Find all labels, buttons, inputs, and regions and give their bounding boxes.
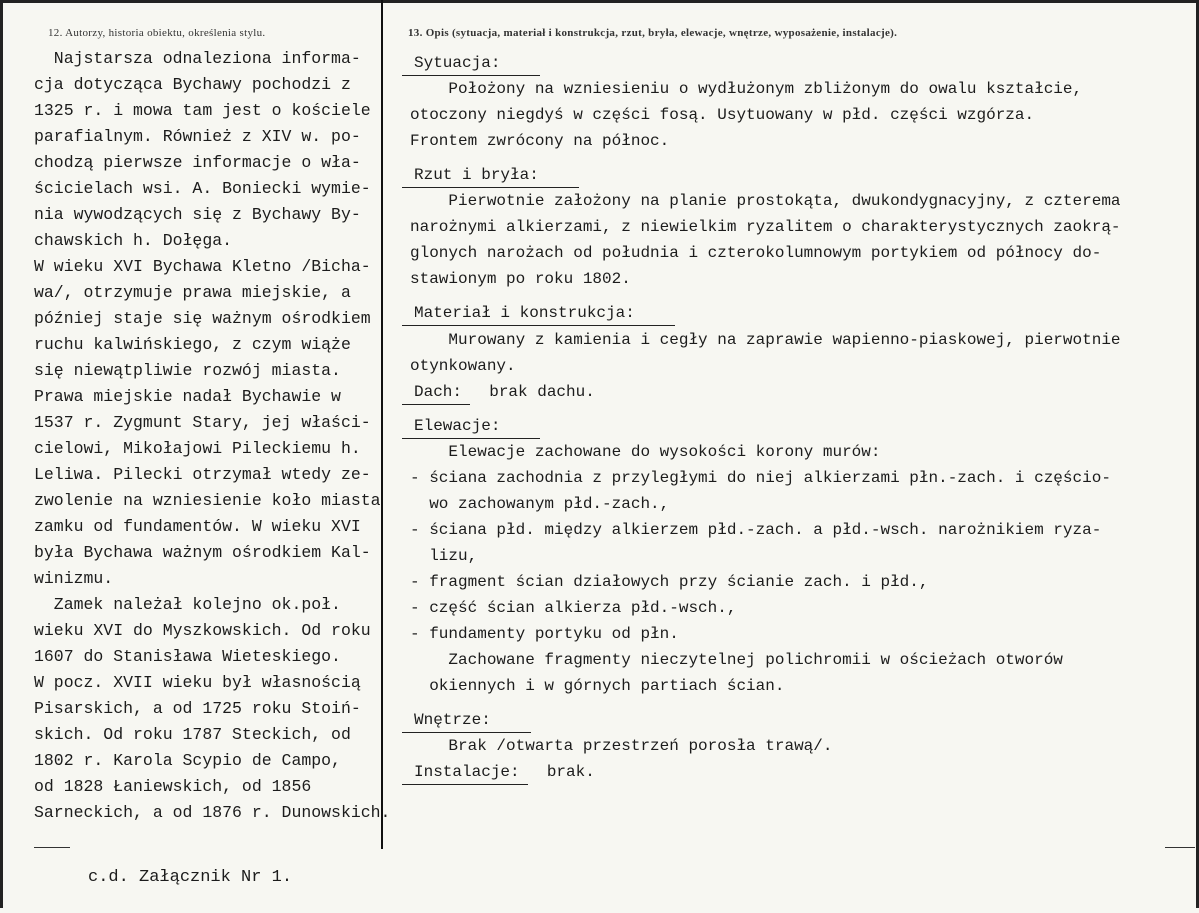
section-title-wnetrze: Wnętrze:	[402, 708, 531, 733]
history-line: była Bychawa ważnym ośrodkiem Kal-	[34, 543, 371, 562]
description-line: wo zachowanym płd.-zach.,	[410, 494, 670, 513]
history-line: W wieku XVI Bychawa Kletno /Bicha-	[34, 257, 371, 276]
history-line: W pocz. XVII wieku był własnością	[34, 673, 361, 692]
history-line: później staje się ważnym ośrodkiem	[34, 309, 371, 328]
history-line: chodzą pierwsze informacje o wła-	[34, 153, 361, 172]
history-line: wa/, otrzymuje prawa miejskie, a	[34, 283, 351, 302]
history-line: wieku XVI do Myszkowskich. Od roku	[34, 621, 371, 640]
description-text	[410, 50, 1190, 785]
description-line: Zachowane fragmenty nieczytelnej polichromii w ościeżach otworów	[410, 650, 1063, 669]
history-line: Leliwa. Pilecki otrzymał wtedy ze-	[34, 465, 371, 484]
history-line: 1802 r. Karola Scypio de Campo,	[34, 751, 341, 770]
history-line: cielowi, Mikołajowi Pileckiemu h.	[34, 439, 361, 458]
bottom-rule-right	[1165, 847, 1195, 848]
description-line: otoczony niegdyś w części fosą. Usytuowany w płd. części wzgórza.	[410, 106, 1035, 125]
history-line: zwolenie na wzniesienie koło miasta	[34, 491, 381, 510]
history-line: cja dotycząca Bychawy pochodzi z	[34, 75, 351, 94]
description-line: Brak /otwarta przestrzeń porosła trawą/.	[410, 737, 833, 756]
description-line: Murowany z kamienia i cegły na zaprawie wapienno-piaskowej, pierwotnie	[410, 330, 1121, 349]
history-line: Zamek należał kolejno ok.poł.	[34, 595, 341, 614]
history-line: ruchu kalwińskiego, z czym wiąże	[34, 335, 351, 354]
section-dach	[410, 379, 1190, 405]
left-column-header: 12. Autorzy, historia obiektu, określenia stylu.	[48, 27, 266, 39]
description-line: Elewacje zachowane do wysokości korony murów:	[410, 442, 881, 461]
history-line: nia wywodzących się z Bychawy By-	[34, 205, 361, 224]
history-line: od 1828 Łaniewskich, od 1856	[34, 777, 312, 796]
section-title-dach: Dach:	[402, 380, 470, 405]
section-instalacje	[410, 759, 1190, 785]
history-line: skich. Od roku 1787 Steckich, od	[34, 725, 351, 744]
history-line: winizmu.	[34, 569, 114, 588]
history-text	[34, 46, 391, 826]
section-value-instalacje: brak.	[546, 763, 595, 782]
description-line: otynkowany.	[410, 356, 516, 375]
history-line: Najstarsza odnaleziona informa-	[34, 49, 361, 68]
description-line: - fundamenty portyku od płn.	[410, 624, 679, 643]
description-line: lizu,	[410, 546, 478, 565]
history-line: parafialnym. Również z XIV w. po-	[34, 127, 361, 146]
description-line: - fragment ścian działowych przy ścianie zach. i płd.,	[410, 572, 929, 591]
description-line: stawionym po roku 1802.	[410, 270, 631, 289]
history-line: Pisarskich, a od 1725 roku Stoiń-	[34, 699, 361, 718]
history-line: się niewątpliwie rozwój miasta.	[34, 361, 341, 380]
history-line: ścicielach wsi. A. Boniecki wymie-	[34, 179, 371, 198]
history-line: zamku od fundamentów. W wieku XVI	[34, 517, 361, 536]
history-line: 1607 do Stanisława Wieteskiego.	[34, 647, 341, 666]
description-line: Pierwotnie założony na planie prostokąta, dwukondygnacyjny, z czterema	[410, 192, 1121, 211]
section-value-dach: brak dachu.	[489, 382, 595, 401]
history-line: Sarneckich, a od 1876 r. Dunowskich.	[34, 803, 391, 822]
history-line: chawskich h. Dołęga.	[34, 231, 233, 250]
description-line: - część ścian alkierza płd.-wsch.,	[410, 598, 737, 617]
section-title-rzut: Rzut i bryła:	[402, 163, 579, 188]
bottom-rule-left	[34, 847, 70, 848]
description-line: Położony na wzniesieniu o wydłużonym zbliżonym do owalu kształcie,	[410, 80, 1083, 99]
history-line: 1537 r. Zygmunt Stary, jej właści-	[34, 413, 371, 432]
right-column-header: 13. Opis (sytuacja, materiał i konstrukcja, rzut, bryła, elewacje, wnętrze, wyposażenie, instalacje).	[408, 27, 898, 39]
section-title-instalacje: Instalacje:	[402, 760, 528, 785]
section-title-material: Materiał i konstrukcja:	[402, 301, 675, 326]
description-line: - ściana zachodnia z przyległymi do niej alkierzami płn.-zach. i częścio-	[410, 468, 1111, 487]
description-line: - ściana płd. między alkierzem płd.-zach. a płd.-wsch. narożnikiem ryza-	[410, 520, 1102, 539]
description-line: narożnymi alkierzami, z niewielkim ryzalitem o charakterystycznych zaokrą-	[410, 218, 1121, 237]
history-line: Prawa miejskie nadał Bychawie w	[34, 387, 341, 406]
history-line: 1325 r. i mowa tam jest o kościele	[34, 101, 371, 120]
description-line: okiennych i w górnych partiach ścian.	[410, 676, 785, 695]
section-title-elewacje: Elewacje:	[402, 414, 540, 439]
footer-note: c.d. Załącznik Nr 1.	[88, 868, 293, 887]
section-title-sytuacja: Sytuacja:	[402, 51, 540, 76]
description-line: Frontem zwrócony na północ.	[410, 132, 670, 151]
description-line: glonych narożach od południa i czterokolumnowym portykiem od północy do-	[410, 244, 1102, 263]
